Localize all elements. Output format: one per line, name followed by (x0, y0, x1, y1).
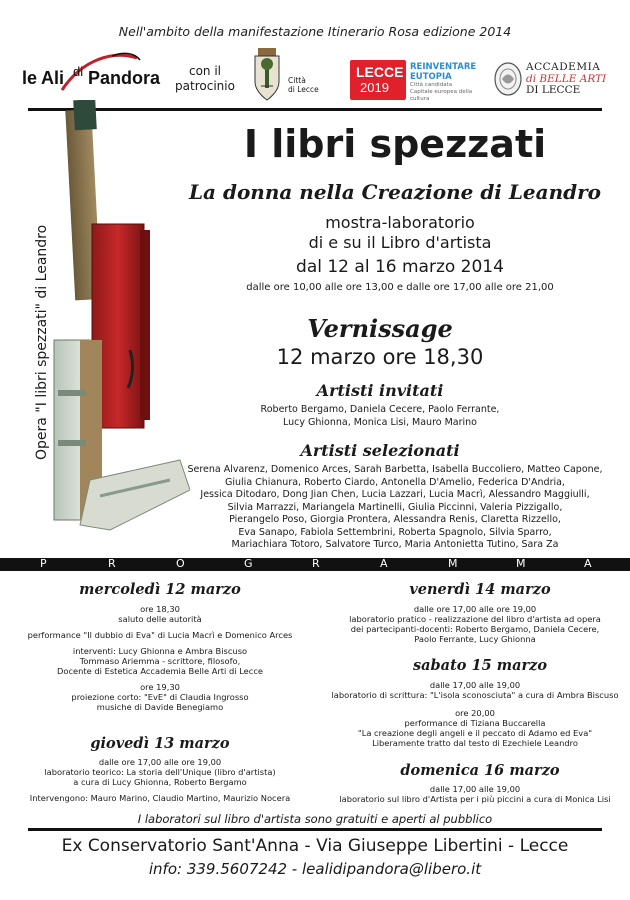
program-line: saluto delle autorità (118, 614, 202, 624)
lecce-2019-logo-year: 2019 (360, 80, 389, 95)
programma-letter: A (380, 557, 388, 570)
artwork-caption-text: Opera "I libri spezzati" di Leandro (34, 224, 50, 460)
program-line: Tommaso Ariemma - scrittore, filosofo, (79, 656, 241, 666)
program-line: performance di Tiziana Buccarella (404, 718, 546, 728)
invited-artists-line: Lucy Ghionna, Monica Lisi, Mauro Marino (282, 416, 477, 428)
program-line: interventi: Lucy Ghionna e Ambra Biscuso (72, 646, 248, 656)
programma-letter: R (312, 557, 320, 570)
program-line: musiche di Davide Benegiamo (96, 702, 224, 712)
reinventare-eutopia-logo (410, 62, 490, 103)
day-heading-giovedi: giovedì 13 marzo (90, 735, 230, 752)
pandora-logo-pandora: Pandora (88, 68, 161, 88)
opening-hours: dalle ore 10,00 alle ore 13,00 e dalle ore 17,00 alle ore 21,00 (246, 282, 554, 293)
reinventare-caption-1: Città candidata (410, 82, 453, 88)
mostra-description (200, 213, 600, 253)
program-line: dalle ore 17,00 alle ore 19,00 (98, 757, 222, 767)
artwork-caption (22, 160, 50, 460)
accademia-line-2: di BELLE ARTI (526, 72, 607, 85)
program-line: Docente di Estetica Accademia Belle Arti di Lecce (56, 666, 264, 676)
program-line: performance "Il dubbio di Eva" di Lucia Macrì e Domenico Arces (27, 630, 293, 640)
program-sabato (320, 680, 630, 748)
programma-letter: A (584, 557, 592, 570)
selected-artists-list (170, 464, 620, 552)
program-venerdi (320, 604, 630, 644)
program-line: laboratorio di scrittura: "L'isola sconosciuta" a cura di Ambra Biscuso (331, 690, 619, 700)
invited-artists-line: Roberto Bergamo, Daniela Cecere, Paolo Ferrante, (260, 404, 500, 415)
lecce-2019-logo (350, 60, 406, 100)
program-line: ore 20,00 (455, 708, 495, 718)
subtitle: La donna nella Creazione di Leandro (188, 180, 602, 204)
selected-artists-heading: Artisti selezionati (300, 441, 460, 460)
day-heading-mercoledi: mercoledì 12 marzo (79, 581, 241, 598)
programma-letter: P (40, 557, 47, 570)
mostra-line-2: di e su il Libro d'artista (308, 233, 492, 252)
program-giovedi (10, 757, 310, 803)
day-heading-domenica: domenica 16 marzo (400, 762, 560, 779)
lecce-2019-logo-word: LECCE (356, 64, 404, 80)
programma-letter: R (108, 557, 116, 570)
bottom-rule (28, 828, 602, 831)
accademia-line-1: ACCADEMIA (526, 61, 601, 73)
free-labs-note: I laboratori sul libro d'artista sono gratuiti e aperti al pubblico (137, 812, 493, 826)
le-ali-di-pandora-logo (22, 50, 162, 102)
accademia-belle-arti-logo (526, 62, 606, 97)
page-title: I libri spezzati (243, 122, 547, 166)
citta-line-1: Città (288, 76, 306, 85)
day-heading-venerdi: venerdì 14 marzo (409, 581, 551, 598)
patrocinio-line-2: patrocinio (175, 79, 235, 93)
selected-artists-line: Eva Sanapo, Fabiola Settembrini, Roberta Spagnolo, Silvia Sparro, (238, 526, 552, 538)
contact-info: info: 339.5607242 - lealidipandora@libero.it (148, 860, 482, 878)
selected-artists-line: Pierangelo Poso, Giorgia Prontera, Alessandra Renis, Claretta Rizzello, (229, 514, 561, 525)
artwork-photo (40, 100, 190, 540)
pandora-logo-le: le (22, 68, 38, 88)
context-line: Nell'ambito della manifestazione Itinerario Rosa edizione 2014 (118, 24, 512, 39)
program-line: dei partecipanti-docenti: Roberto Bergamo, Daniela Cecere, (350, 624, 600, 634)
vernissage-date: 12 marzo ore 18,30 (276, 345, 484, 369)
programma-letter: O (176, 557, 185, 570)
program-line: laboratorio teorico: La storia dell'Unique (libro d'artista) (44, 767, 276, 777)
reinventare-caption-2: Capitale europea della cultura (410, 89, 473, 102)
program-line: Intervengono: Mauro Marino, Claudio Martino, Maurizio Nocera (29, 793, 291, 803)
patrocinio-line-1: con il (188, 64, 222, 78)
program-line: a cura di Lucy Ghionna, Roberto Bergamo (73, 777, 247, 787)
invited-artists-heading: Artisti invitati (316, 381, 444, 400)
citta-line-2: di Lecce (288, 85, 319, 94)
programma-letter: G (244, 557, 253, 570)
venue-address: Ex Conservatorio Sant'Anna - Via Giuseppe Libertini - Lecce (61, 836, 569, 856)
selected-artists-line: Serena Alvarenz, Domenico Arces, Sarah Barbetta, Isabella Buccoliero, Matteo Capone, (187, 464, 603, 475)
citta-di-lecce-label (288, 76, 319, 94)
exhibition-dates: dal 12 al 16 marzo 2014 (296, 257, 504, 277)
mostra-line-1: mostra-laboratorio (325, 213, 475, 232)
programma-letter: M (516, 557, 526, 570)
program-line: ore 18,30 (140, 604, 180, 614)
programma-letter: M (448, 557, 458, 570)
program-line: laboratorio pratico - realizzazione del libro d'artista ad opera (349, 614, 601, 624)
accademia-line-3: DI LECCE (526, 84, 581, 96)
patrocinio-label (175, 64, 235, 94)
program-line: "La creazione degli angeli e il peccato di Adamo ed Eva" (357, 728, 593, 738)
program-domenica (320, 784, 630, 804)
reinventare-word: REINVENTARE (410, 62, 477, 72)
selected-artists-line: Silvia Marrazzi, Mariangela Martinelli, Giulia Piccinni, Valeria Pizzigallo, (227, 501, 563, 513)
program-line: dalle ore 17,00 alle ore 19,00 (413, 604, 537, 614)
selected-artists-line: Giulia Chianura, Roberto Ciardo, Antonella D'Amelio, Federica D'Andria, (225, 476, 565, 488)
program-mercoledi (10, 604, 310, 712)
vernissage-label: Vernissage (307, 314, 453, 343)
accademia-seal-icon (494, 62, 522, 96)
program-line: dalle 17,00 alle 19,00 (429, 680, 521, 690)
selected-artists-line: Mariachiara Totoro, Salvatore Turco, Maria Antonietta Tutino, Sara Za (231, 539, 559, 550)
program-line: ore 19,30 (140, 682, 180, 692)
programma-banner (0, 558, 630, 571)
eutopia-word: EUTOPIA (410, 72, 452, 82)
pandora-logo-di: di (73, 64, 84, 79)
program-line: laboratorio sul libro d'Artista per i più piccini a cura di Monica Lisi (339, 794, 611, 804)
selected-artists-line: Jessica Ditodaro, Dong Jian Chen, Lucia Lazzari, Lucia Macrì, Alessandro Maggiulli, (200, 489, 590, 500)
program-line: Paolo Ferrante, Lucy Ghionna (414, 634, 536, 644)
pandora-logo-ali: Ali (41, 68, 65, 88)
day-heading-sabato: sabato 15 marzo (412, 657, 548, 674)
lecce-crest-icon (252, 46, 282, 102)
program-line: dalle 17,00 alle 19,00 (429, 784, 521, 794)
program-line: Liberamente tratto dal testo di Ezechiele Leandro (372, 738, 578, 748)
invited-artists-list (180, 404, 580, 429)
program-line: proiezione corto: "EvE" di Claudia Ingrosso (71, 692, 249, 702)
